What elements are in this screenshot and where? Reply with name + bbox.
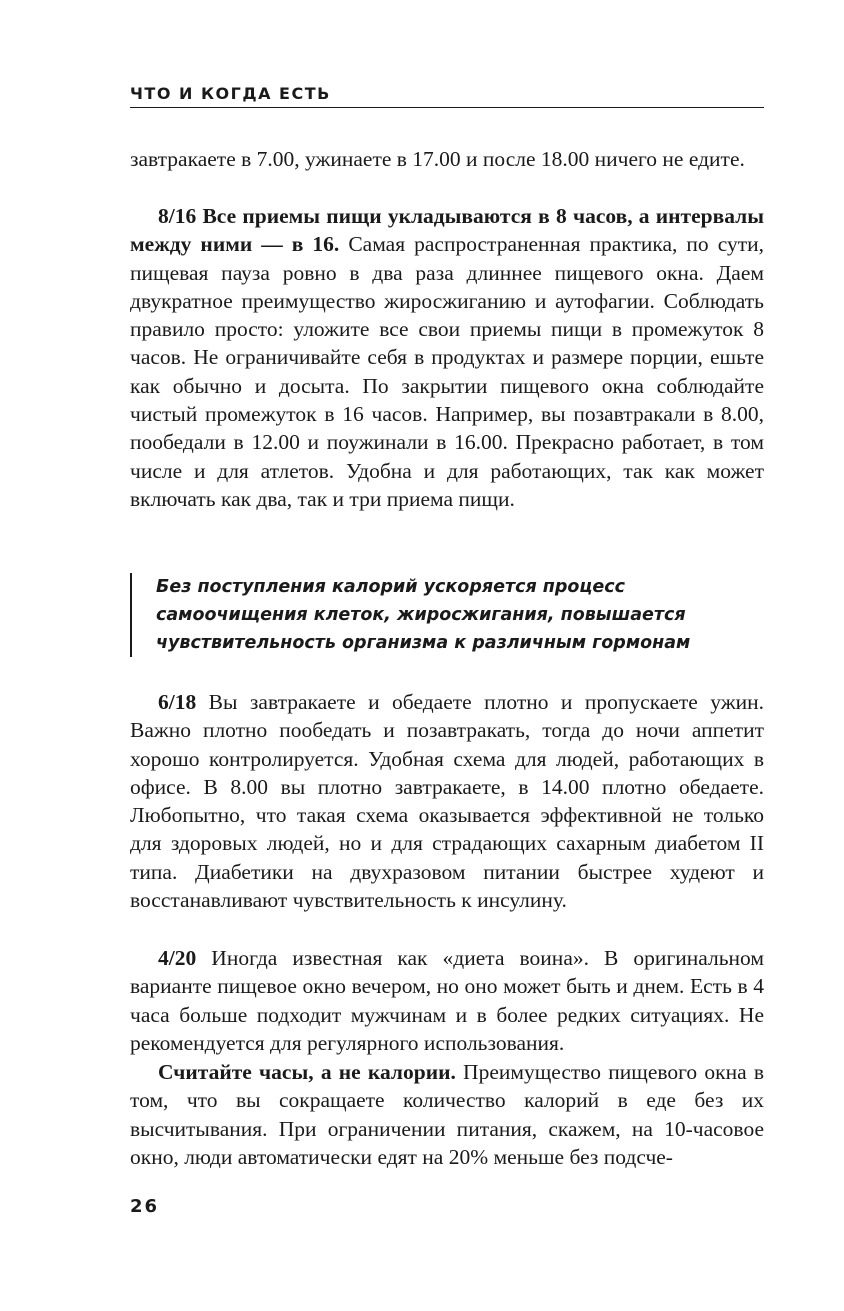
pull-quote [130,573,776,657]
paragraph-text: Преимущество пищевого окна в том, что вы сокращаете количество калорий в еде без их высчитывания. При ограничении питания, скажем, на 10-часовое окно, люди автоматически едят на 20% меньше без подсче- [130,1060,764,1169]
paragraph-continuation [130,145,764,173]
page-number: 26 [130,1196,160,1217]
paragraph-count-hours [130,1058,764,1171]
paragraph-lead: 4/20 [158,946,197,970]
paragraph-4-20 [130,944,764,1057]
running-header: ЧТО И КОГДА ЕСТЬ [130,84,764,108]
paragraph-lead: Считайте часы, а не калории. [158,1060,456,1084]
paragraph-lead: 6/18 [158,690,197,714]
paragraph-text: завтракаете в 7.00, ужинаете в 17.00 и после 18.00 ничего не едите. [130,147,745,171]
paragraph-text: Иногда известная как «диета воина». В оригинальном варианте пищевое окно вечером, но оно может быть и днем. Есть в 4 часа больше подходит мужчинам и в более редких ситуациях. Не рекомендуется для регулярного использования. [130,946,764,1055]
paragraph-text: Самая распространенная практика, по сути, пищевая пауза ровно в два раза длиннее пищевого окна. Даем двукратное преимущество жиросжиганию и аутофагии. Соблюдать правило просто: уложите все свои приемы пищи в промежуток 8 часов. Не ограничивайте себя в продуктах и размере порции, ешьте как обычно и досыта. По закрытии пищевого окна соблюдайте чистый промежуток в 16 часов. Например, вы позавтракали в 8.00, пообедали в 12.00 и поужинали в 16.00. Прекрасно работает, в том числе и для атлетов. Удобна и для работающих, так как может включать как два, так и три приема пищи. [130,232,764,511]
pull-quote-text: Без поступления калорий ускоряется процесс самоочищения клеток, жиросжигания, повышается чувствительность организма к различным гормонам [156,577,691,653]
paragraph-6-18 [130,688,764,914]
paragraph-lead: 8/16 Все приемы пищи укладываются в 8 часов, а интервалы между ними — в 16. [130,204,764,257]
paragraph-text: Вы завтракаете и обедаете плотно и пропускаете ужин. Важно плотно пообедать и позавтракать, тогда до ночи аппетит хорошо контролируется. Удобная схема для людей, работающих в офисе. В 8.00 вы плотно завтракаете, в 14.00 плотно обедаете. Любопытно, что такая схема оказывается эффективной не только для здоровых людей, но и для страдающих сахарным диабетом II типа. Диабетики на двухразовом питании быстрее худеют и восстанавливают чувствительность к инсулину. [130,690,764,913]
paragraph-8-16 [130,202,764,513]
